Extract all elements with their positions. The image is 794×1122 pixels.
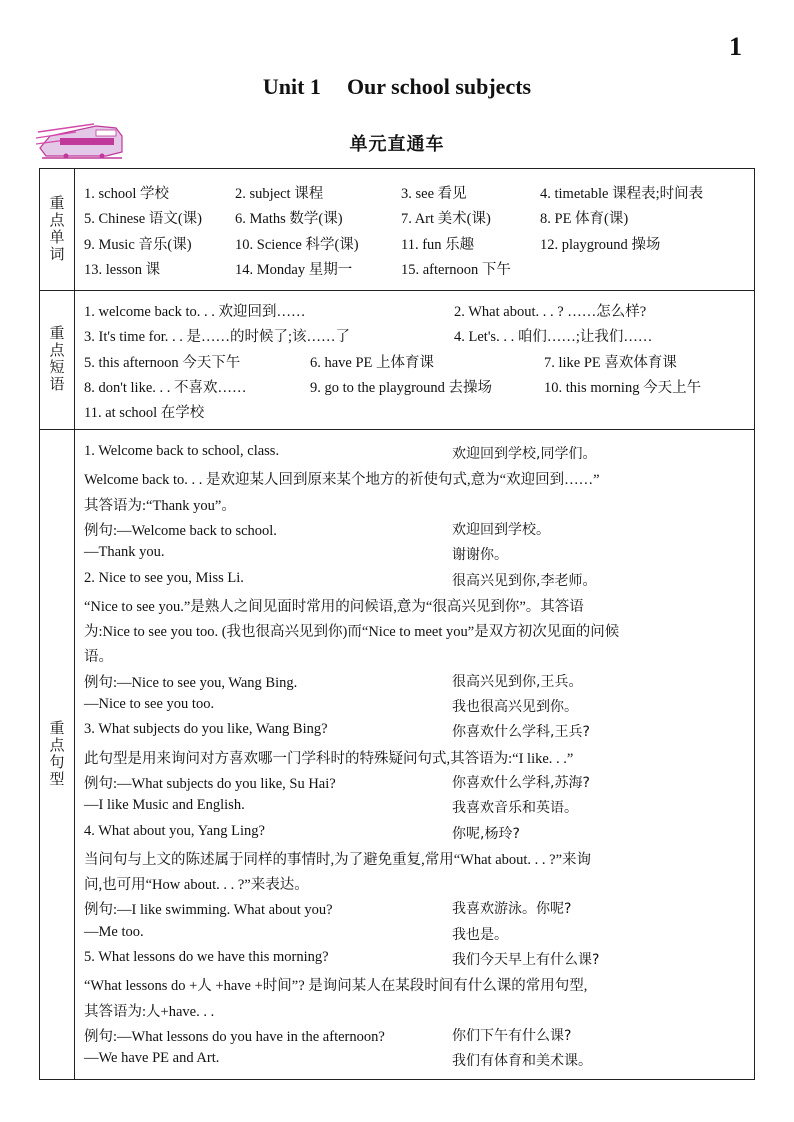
list-item: 12. playground 操场 [540,237,661,253]
list-item: 2. subject 课程 [235,186,324,202]
list-item: 7. like PE 喜欢体育课 [544,355,677,371]
sentence-translation: 我喜欢音乐和英语。 [452,800,578,817]
list-item: 15. afternoon 下午 [401,262,511,278]
title-unit: Unit 1 [262,74,321,99]
sentence-translation: 我们今天早上有什么课? [452,952,600,968]
sentence-translation: 你喜欢什么学科,王兵? [452,724,590,741]
sentence-line: “Nice to see you.”是熟人之间见面时常用的问候语,意为“很高兴见到你”。其答语 [84,598,584,615]
sentence-line: —Nice to see you too. [84,696,215,712]
sentences-label: 重 点 句 型 [49,719,65,788]
sentence-translation: 我喜欢游泳。你呢? [452,901,572,918]
list-item: 1. welcome back to. . . 欢迎回到…… [84,304,306,320]
sentence-translation: 我们有体育和美术课。 [452,1053,592,1070]
words-label: 重 点 单 词 [49,194,65,263]
sentence-line: Welcome back to. . . 是欢迎某人回到原来某个地方的祈使句式,意为“欢迎回到……” [84,472,600,489]
sentence-translation: 欢迎回到学校,同学们。 [452,446,597,462]
sentence-line: 例句:—What subjects do you like, Su Hai? [84,775,336,792]
sentence-translation: 你喜欢什么学科,苏海? [452,774,590,791]
sentence-line: 5. What lessons do we have this morning? [84,949,329,965]
list-item: 6. have PE 上体育课 [310,355,435,371]
list-item: 6. Maths 数学(课) [235,211,343,227]
list-item: 5. this afternoon 今天下午 [84,355,241,371]
sentence-line: 例句:—Welcome back to school. [84,522,277,539]
sentences-row [40,429,754,1079]
list-item: 8. PE 体育(课) [540,211,629,227]
list-item: 10. this morning 今天上午 [544,380,702,396]
sentence-line: —I like Music and English. [84,797,245,814]
sentence-line: 例句:—What lessons do you have in the afternoon? [84,1028,385,1045]
sentence-translation: 欢迎回到学校。 [452,521,550,538]
phrases-label: 重 点 短 语 [49,324,65,393]
sentence-translation: 我也是。 [452,926,508,943]
title-topic: Our school subjects [346,74,532,99]
sentence-line: 语。 [84,649,113,666]
phrases-label-cell [40,291,75,429]
page-number: 1 [729,32,742,61]
list-item: 13. lesson 课 [84,262,161,278]
sentence-line: —We have PE and Art. [84,1050,220,1067]
sentence-line: 其答语为:“Thank you”。 [84,497,236,514]
sentence-line: 例句:—Nice to see you, Wang Bing. [84,674,298,691]
sentence-line: 问,也可用“How about. . . ?”来表达。 [84,877,309,894]
sentence-line: 当问句与上文的陈述属于同样的事情时,为了避免重复,常用“What about. . . ?”来询 [84,851,592,868]
list-item: 3. It's time for. . . 是……的时候了;该……了 [84,329,351,345]
list-item: 8. don't like. . . 不喜欢…… [84,380,247,396]
phrases-list [84,291,748,429]
sentence-line: 4. What about you, Yang Ling? [84,822,265,839]
sentence-translation: 很高兴见到你,王兵。 [452,673,583,690]
summary-table [39,168,755,1080]
sentences-list [84,430,748,1079]
list-item: 11. at school 在学校 [84,405,205,421]
list-item: 4. timetable 课程表;时间表 [540,186,704,202]
sentence-line: —Me too. [84,923,144,940]
sentences-label-cell [40,430,75,1079]
sentence-line: —Thank you. [84,544,165,561]
sentence-translation: 你呢,杨玲? [452,825,520,842]
list-item: 14. Monday 星期一 [235,262,353,278]
words-label-cell [40,169,75,290]
words-row [40,169,754,290]
page-title [0,74,794,100]
list-item: 10. Science 科学(课) [235,237,359,253]
sentence-line: 3. What subjects do you like, Wang Bing? [84,721,328,738]
sentence-line: 其答语为:人+have. . . [84,1003,215,1020]
sentence-translation: 我也很高兴见到你。 [452,699,578,715]
sentence-line: “What lessons do +人 +have +时间”? 是询问某人在某段时间有什么课的常用句型, [84,978,588,995]
sentence-translation: 你们下午有什么课? [452,1027,572,1044]
sentence-line: 2. Nice to see you, Miss Li. [84,569,244,586]
sentence-translation: 谢谢你。 [452,547,508,564]
list-item: 1. school 学校 [84,186,169,202]
sentence-line: 例句:—I like swimming. What about you? [84,902,333,919]
list-item: 2. What about. . . ? ……怎么样? [454,304,647,320]
sentence-line: 1. Welcome back to school, class. [84,443,280,459]
list-item: 7. Art 美术(课) [401,211,491,227]
phrases-row [40,290,754,429]
list-item: 3. see 看见 [401,186,467,202]
sentence-line: 为:Nice to see you too. (我也很高兴见到你)而“Nice to meet you”是双方初次见面的问候 [84,624,620,641]
section-title: 单元直通车 [349,134,445,155]
list-item: 5. Chinese 语文(课) [84,211,202,227]
words-list [84,169,748,290]
sentence-line: 此句型是用来询问对方喜欢哪一门学科时的特殊疑问句式,其答语为:“I like. . .” [84,750,574,767]
list-item: 9. go to the playground 去操场 [310,380,493,396]
list-item: 9. Music 音乐(课) [84,237,192,253]
list-item: 4. Let's. . . 咱们……;让我们…… [454,329,653,345]
list-item: 11. fun 乐趣 [401,237,475,253]
sentence-translation: 很高兴见到你,李老师。 [452,572,597,589]
